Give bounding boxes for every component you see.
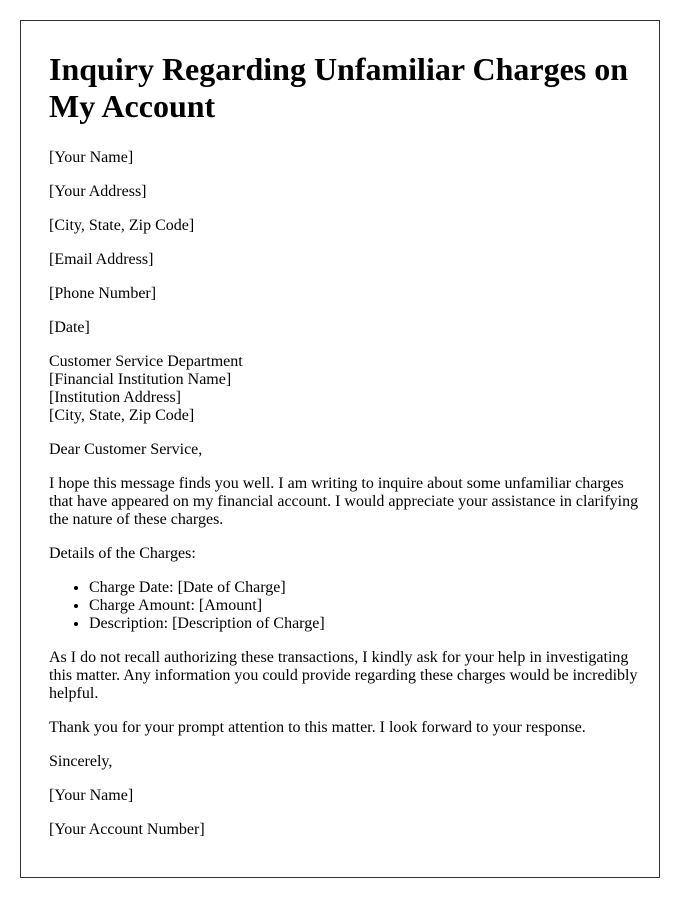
charge-amount-item: • Charge Amount: [Amount]	[89, 597, 639, 615]
thanks-paragraph: Thank you for your prompt attention to this matter. I look forward to your response.	[49, 719, 586, 736]
salutation: Dear Customer Service,	[49, 441, 203, 458]
charges-list	[49, 579, 639, 633]
letter-date: [Date]	[49, 319, 90, 336]
sender-address: [Your Address]	[49, 183, 147, 200]
charge-date-item: • Charge Date: [Date of Charge]	[89, 579, 639, 597]
letter-content	[49, 51, 639, 855]
sender-phone: [Phone Number]	[49, 285, 157, 302]
closing: Sincerely,	[49, 753, 113, 770]
letter-page	[20, 20, 660, 878]
recipient-institution-name: [Financial Institution Name]	[49, 371, 232, 388]
recipient-city-state-zip: [City, State, Zip Code]	[49, 407, 195, 424]
charge-description-item: • Description: [Description of Charge]	[89, 615, 639, 633]
letter-title: Inquiry Regarding Unfamiliar Charges on My Account	[49, 51, 629, 124]
sender-name: [Your Name]	[49, 149, 134, 166]
recipient-address-block	[49, 353, 639, 425]
intro-paragraph: I hope this message finds you well. I am writing to inquire about some unfamiliar charges that have appeared on my financial account. I would appreciate your assistance in clarifying the nature of these charges.	[49, 475, 639, 528]
account-number: [Your Account Number]	[49, 821, 205, 838]
recipient-institution-address: [Institution Address]	[49, 389, 181, 406]
request-paragraph: As I do not recall authorizing these transactions, I kindly ask for your help in investigating this matter. Any information you could provide regarding these charges would be incredibly helpful.	[49, 649, 638, 702]
signature-name: [Your Name]	[49, 787, 134, 804]
sender-email: [Email Address]	[49, 251, 154, 268]
recipient-department: Customer Service Department	[49, 353, 243, 370]
details-heading: Details of the Charges:	[49, 545, 196, 562]
sender-city-state-zip: [City, State, Zip Code]	[49, 217, 195, 234]
